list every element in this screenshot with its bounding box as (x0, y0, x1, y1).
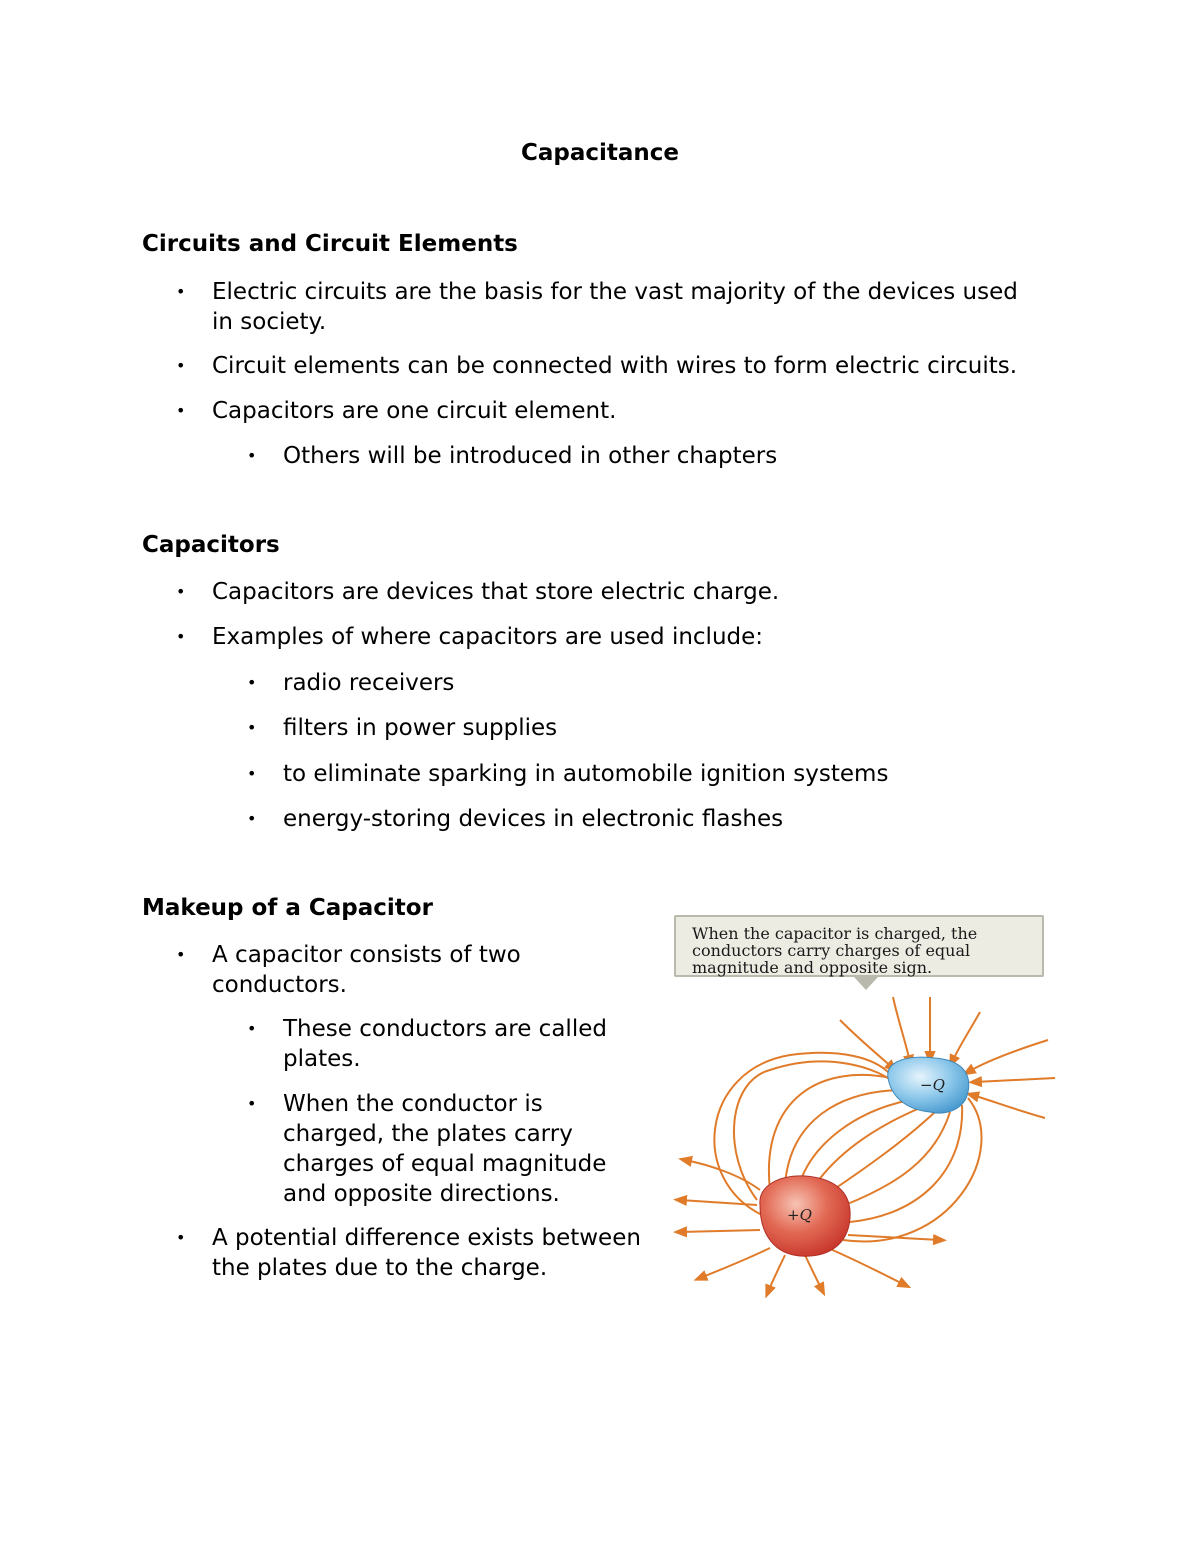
positive-charge-label: +Q (787, 1206, 812, 1224)
bullet-icon: • (176, 945, 186, 964)
bullet-icon: • (247, 1019, 257, 1038)
capacitor-field-diagram (672, 912, 1060, 1302)
bullet-icon: • (247, 809, 257, 828)
field-line (893, 997, 910, 1062)
field-line (680, 1200, 757, 1205)
field-line (972, 1095, 1045, 1118)
field-line (975, 1078, 1055, 1082)
bullet-icon: • (176, 282, 186, 301)
list-item: • A potential difference exists between the plates due to the charge. (176, 1225, 641, 1281)
list-item: • Examples of where capacitors are used include: (176, 624, 764, 650)
list-item: • A capacitor consists of two conductors. (176, 942, 521, 998)
field-line (848, 1235, 940, 1240)
field-line (840, 1020, 893, 1068)
bullet-icon: • (247, 1094, 257, 1113)
callout-pointer (854, 977, 878, 990)
negative-charge-label: −Q (920, 1076, 945, 1094)
sub-list-item: • filters in power supplies (247, 715, 558, 741)
sub-list-item: • Others will be introduced in other chapters (247, 443, 778, 469)
bullet-icon: • (176, 582, 186, 601)
list-item: • Circuit elements can be connected with wires to form electric circuits. (176, 353, 1018, 379)
field-line (952, 1012, 980, 1062)
field-line (768, 1255, 785, 1292)
section-heading-makeup: Makeup of a Capacitor (142, 895, 433, 921)
field-line (805, 1255, 822, 1290)
field-line (700, 1248, 770, 1278)
page-title: Capacitance (520, 140, 680, 166)
bullet-icon: • (176, 627, 186, 646)
bullet-icon: • (176, 401, 186, 420)
field-line (968, 1040, 1048, 1072)
bullet-icon: • (176, 356, 186, 375)
list-item: • Electric circuits are the basis for the vast majority of the devices used in society. (176, 279, 1018, 335)
sub-list-item: • These conductors are called plates. (247, 1016, 607, 1072)
bullet-icon: • (247, 446, 257, 465)
field-lines (680, 997, 1055, 1292)
section-heading-capacitors: Capacitors (142, 532, 280, 558)
bullet-icon: • (247, 718, 257, 737)
figure-callout: When the capacitor is charged, the conductors carry charges of equal magnitude and opposite sign. (674, 915, 1044, 977)
sub-list-item: • radio receivers (247, 670, 455, 696)
bullet-icon: • (247, 673, 257, 692)
bullet-icon: • (176, 1228, 186, 1247)
sub-list-item: • When the conductor is charged, the plates carry charges of equal magnitude and opposite directions. (247, 1091, 607, 1207)
bullet-icon: • (247, 764, 257, 783)
field-line (785, 1090, 905, 1185)
field-line (680, 1230, 760, 1232)
sub-list-item: • to eliminate sparking in automobile ignition systems (247, 761, 889, 787)
field-line (828, 1248, 905, 1285)
field-line (800, 1100, 910, 1182)
list-item: • Capacitors are devices that store electric charge. (176, 579, 780, 605)
list-item: • Capacitors are one circuit element. (176, 398, 617, 424)
section-heading-circuits: Circuits and Circuit Elements (142, 231, 518, 257)
field-line (845, 1112, 950, 1205)
sub-list-item: • energy-storing devices in electronic flashes (247, 806, 784, 832)
